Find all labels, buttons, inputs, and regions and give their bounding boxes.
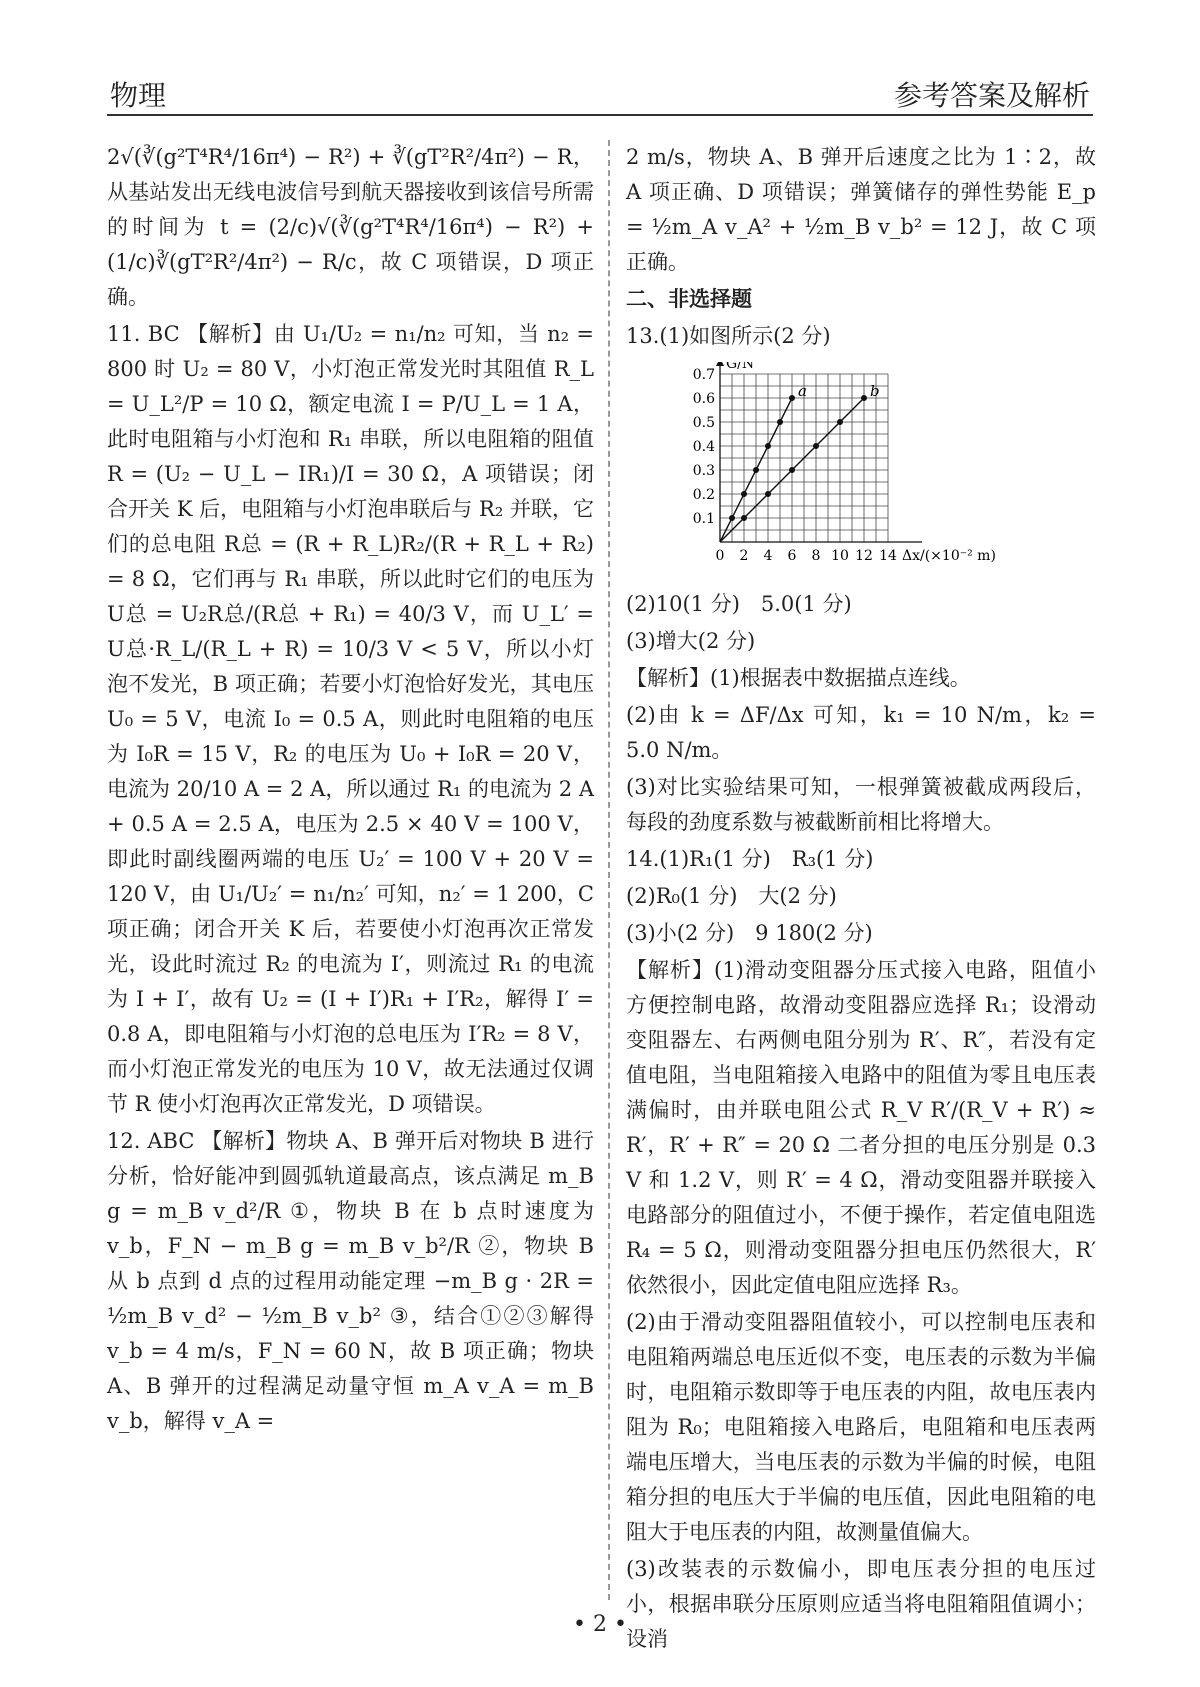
- y-tick-label: 0.1: [692, 511, 715, 527]
- data-point-b: [789, 467, 795, 473]
- q12-answer: 12. ABC 【解析】物块 A、B 弹开后对物块 B 进行分析，恰好能冲到圆弧轨道最高点，该点满足 m_B g = m_B v_d²/R ①，物块 B 在 b 点时速度为 v_b，F_N − m_B g = m_B v_b²/R ②，物块 B 从 b 点到 d 点的过程用动能定理 −m_B g · 2R = ½m_B v_d² − ½m_B v_b² ③，结合①②③解得 v_b = 4 m/s，F_N = 60 N，故 B 项正确；物块 A、B 弹开的过程满足动量守恒 m_A v_A = m_B v_b，解得 v_A =: [107, 1129, 594, 1433]
- q13-part2: (2)10(1 分) 5.0(1 分): [626, 592, 852, 616]
- data-point-a: [765, 443, 771, 449]
- q14-analysis-1: 【解析】(1)滑动变阻器分压式接入电路，阻值小方便控制电路，故滑动变阻器应选择 R₁；设滑动变阻器左、右两侧电阻分别为 R′、R″，若没有定值电阻，当电阻箱接入电路中的阻值为零且电压表满偏时，由并联电阻公式 R_V R′/(R_V + R′) ≈ R′，R′ + R″ = 20 Ω 二者分担的电压分别是 0.3 V 和 1.2 V，则 R′ = 4 Ω，滑动变阻器并联接入电路部分的阻值过小，不便于操作，若定值电阻选 R₄ = 5 Ω，则滑动变阻器分担电压仍然很大，R′依然很小，因此定值电阻应选择 R₃。: [626, 958, 1096, 1297]
- y-tick-label: 0.4: [692, 439, 715, 455]
- q13-analysis-1: 【解析】(1)根据表中数据描点连线。: [626, 666, 971, 690]
- q14-part2: (2)R₀(1 分) 大(2 分): [626, 884, 837, 908]
- page-header: [107, 68, 1093, 116]
- y-arrow: [716, 362, 724, 366]
- x-tick-label: 4: [763, 548, 773, 564]
- q13-analysis-2: (2)由 k = ΔF/Δx 可知，k₁ = 10 N/m，k₂ = 5.0 N/m。: [626, 703, 1096, 762]
- q13-part1: 13.(1)如图所示(2 分): [626, 324, 831, 348]
- y-tick-label: 0.2: [692, 487, 715, 503]
- data-point-b: [861, 395, 867, 401]
- x-tick-label: 8: [811, 548, 821, 564]
- data-point-a: [753, 467, 759, 473]
- right-column: [626, 140, 1096, 1659]
- section-heading: 二、非选择题: [626, 287, 752, 311]
- data-point-a: [741, 491, 747, 497]
- q14-analysis-3: (3)改装表的示数偏小，即电压表分担的电压过小，根据串联分压原则应适当将电阻箱阻值调小；设消: [626, 1557, 1096, 1651]
- x-tick-label: 2: [739, 548, 749, 564]
- x-tick-label: 0: [715, 548, 725, 564]
- data-point-a: [729, 515, 735, 521]
- data-point-a: [789, 395, 795, 401]
- x-axis-label: Δx/(×10⁻² m): [902, 548, 996, 564]
- series-label-a: a: [798, 382, 807, 400]
- y-tick-label: 0.5: [692, 415, 715, 431]
- series-label-b: b: [870, 382, 880, 400]
- left-column: [107, 140, 594, 1441]
- spring-chart: [680, 362, 1000, 572]
- x-tick-label: 6: [787, 548, 797, 564]
- section-title: 参考答案及解析: [893, 79, 1090, 112]
- data-point-b: [837, 419, 843, 425]
- y-tick-label: 0.3: [692, 463, 715, 479]
- data-point-b: [741, 515, 747, 521]
- x-tick-label: 14: [879, 548, 897, 564]
- q11-answer: 11. BC 【解析】由 U₁/U₂ = n₁/n₂ 可知，当 n₂ = 800 时 U₂ = 80 V，小灯泡正常发光时其阻值 R_L = U_L²/P = 10 Ω，额定电流 I = P/U_L = 1 A，此时电阻箱与小灯泡和 R₁ 串联，所以电阻箱的阻值 R = (U₂ − U_L − IR₁)/I = 30 Ω，A 项错误；闭合开关 K 后，电阻箱与小灯泡串联后与 R₂ 并联，它们的总电阻 R总 = (R + R_L)R₂/(R + R_L + R₂) = 8 Ω，它们再与 R₁ 串联，所以此时它们的电压为 U总 = U₂R总/(R总 + R₁) = 40/3 V，而 U_L′ = U总·R_L/(R_L + R) = 10/3 V < 5 V，所以小灯泡不发光，B 项正确；若要小灯泡恰好发光，其电压 U₀ = 5 V，电流 I₀ = 0.5 A，则此时电阻箱的电压为 I₀R = 15 V，R₂ 的电压为 U₀ + I₀R = 20 V，电流为 20/10 A = 2 A，所以通过 R₁ 的电流为 2 A + 0.5 A = 2.5 A，电压为 2.5 × 40 V = 100 V，即此时副线圈两端的电压 U₂′ = 100 V + 20 V = 120 V，由 U₁/U₂′ = n₁/n₂′ 可知，n₂′ = 1 200，C 项正确；闭合开关 K 后，若要使小灯泡再次正常发光，设此时流过 R₂ 的电流为 I′，则流过 R₁ 的电流为 I + I′，故有 U₂ = (I + I′)R₁ + I′R₂，解得 I′ = 0.8 A，即电阻箱与小灯泡的总电压为 I′R₂ = 8 V，而小灯泡正常发光的电压为 10 V，故无法通过仅调节 R 使小灯泡再次正常发光，D 项错误。: [107, 322, 594, 1116]
- y-tick-label: 0.6: [692, 391, 715, 407]
- data-point-b: [813, 443, 819, 449]
- data-point-a: [777, 419, 783, 425]
- x-tick-label: 12: [855, 548, 873, 564]
- y-tick-label: 0.7: [692, 367, 715, 383]
- q12-continuation: 2 m/s，物块 A、B 弹开后速度之比为 1∶2，故 A 项正确、D 项错误；弹簧储存的弹性势能 E_p = ½m_A v_A² + ½m_B v_b² = 12 J，故 C 项正确。: [626, 145, 1096, 274]
- data-point-b: [765, 491, 771, 497]
- page-number: • 2 •: [573, 1612, 627, 1637]
- column-divider: [608, 140, 610, 1600]
- q13-part3: (3)增大(2 分): [626, 629, 756, 653]
- x-tick-label: 10: [831, 548, 849, 564]
- q14-analysis-2: (2)由于滑动变阻器阻值较小，可以控制电压表和电阻箱两端总电压近似不变，电压表的示数为半偏时，电阻箱示数即等于电压表的内阻，故电压表内阻为 R₀；电阻箱接入电路后，电阻箱和电压表两端电压增大，当电压表的示数为半偏的时候，电阻箱分担的电压大于半偏的电压值，因此电阻箱的电阻大于电压表的内阻，故测量值偏大。: [626, 1310, 1096, 1544]
- q10-continuation: 2√(∛(g²T⁴R⁴/16π⁴) − R²) + ∛(gT²R²/4π²) − R，从基站发出无线电波信号到航天器接收到该信号所需的时间为 t = (2/c)√(∛(g²T⁴R⁴/16π⁴) − R²) + (1/c)∛(gT²R²/4π²) − R/c，故 C 项错误，D 项正确。: [107, 145, 594, 309]
- q14-part1: 14.(1)R₁(1 分) R₃(1 分): [626, 847, 874, 871]
- q13-analysis-3: (3)对比实验结果可知，一根弹簧被截成两段后，每段的劲度系数与被截断前相比将增大。: [626, 775, 1096, 834]
- q14-part3: (3)小(2 分) 9 180(2 分): [626, 921, 873, 945]
- subject-title: 物理: [110, 79, 167, 112]
- y-axis-label: G/N: [726, 362, 755, 372]
